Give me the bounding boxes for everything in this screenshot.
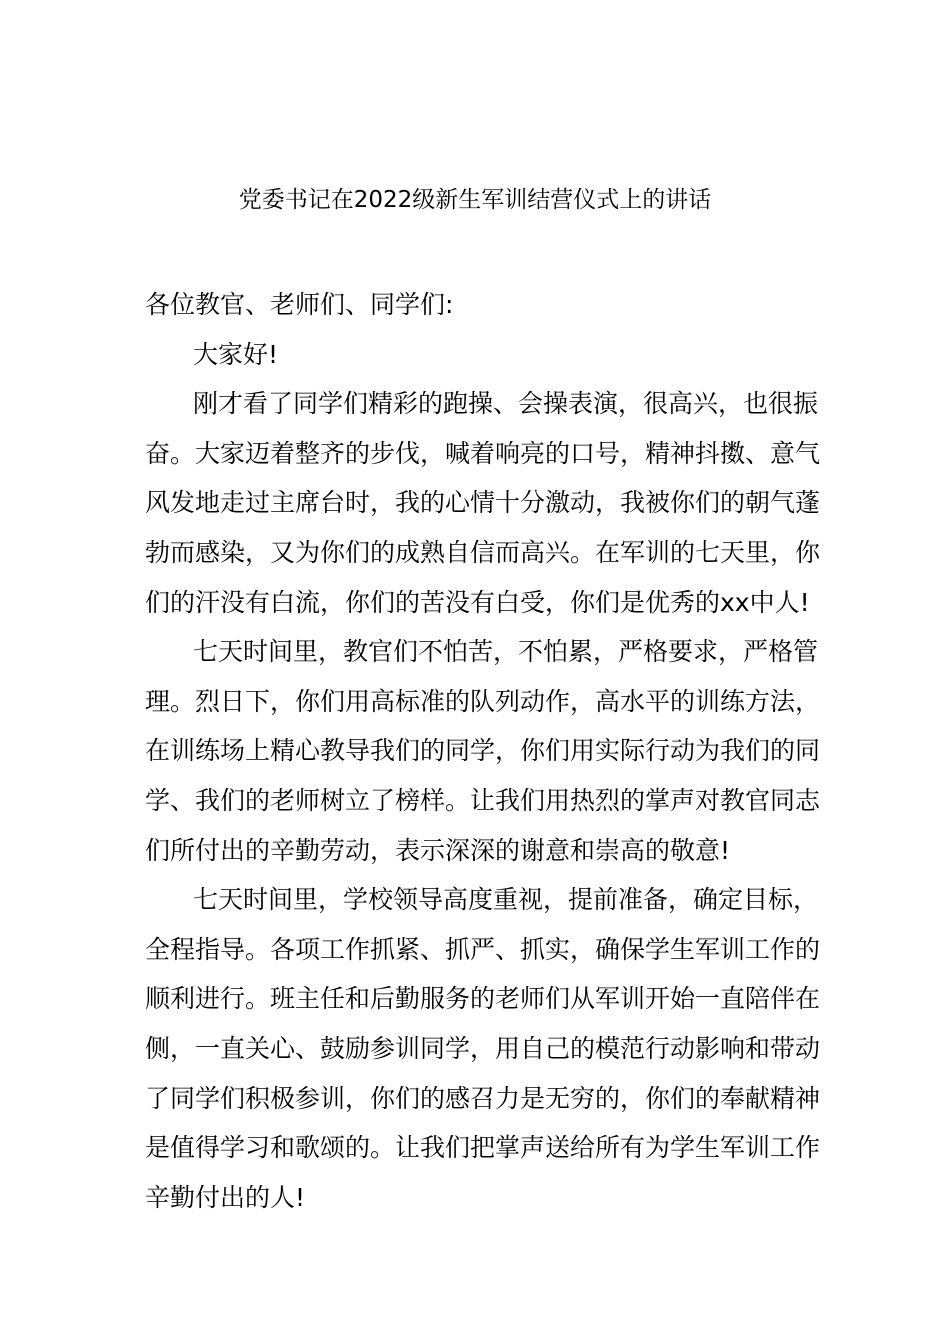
- paragraph-line: 顺利进行。班主任和后勤服务的老师们从军训开始一直陪伴在: [145, 984, 821, 1014]
- paragraph-line: 七天时间里，教官们不怕苦，不怕累，严格要求，严格管: [193, 637, 819, 667]
- paragraph-line: 学、我们的老师树立了榜样。让我们用热烈的掌声对教官同志: [145, 785, 821, 815]
- document-body: [145, 280, 821, 1222]
- paragraph-line: 是值得学习和歌颂的。让我们把掌声送给所有为学生军训工作: [145, 1133, 821, 1163]
- paragraph-line: 奋。大家迈着整齐的步伐，喊着响亮的口号，精神抖擞、意气: [145, 438, 821, 468]
- paragraph-line: 了同学们积极参训，你们的感召力是无穷的，你们的奉献精神: [145, 1083, 821, 1113]
- greeting: 大家好!: [193, 339, 279, 369]
- paragraph-line: 侧，一直关心、鼓励参训同学，用自己的模范行动影响和带动: [145, 1033, 821, 1063]
- paragraph-line: 风发地走过主席台时，我的心情十分激动，我被你们的朝气蓬: [145, 488, 821, 518]
- paragraph-line: 七天时间里，学校领导高度重视，提前准备，确定目标，: [193, 885, 819, 915]
- paragraph-line: 辛勤付出的人!: [145, 1182, 306, 1212]
- paragraph-line: 全程指导。各项工作抓紧、抓严、抓实，确保学生军训工作的: [145, 934, 821, 964]
- paragraph-line: 刚才看了同学们精彩的跑操、会操表演，很高兴，也很振: [193, 389, 819, 419]
- paragraph-line: 理。烈日下，你们用高标准的队列动作，高水平的训练方法，: [145, 686, 821, 716]
- paragraph-line: 勃而感染，又为你们的成熟自信而高兴。在军训的七天里，你: [145, 537, 821, 567]
- paragraph-line: 在训练场上精心教导我们的同学，你们用实际行动为我们的同: [145, 736, 821, 766]
- document-title: 党委书记在2022级新生军训结营仪式上的讲话: [238, 187, 712, 213]
- paragraph-line: 们所付出的辛勤劳动，表示深深的谢意和崇高的敬意!: [145, 835, 731, 865]
- paragraph-line: 们的汗没有白流，你们的苦没有白受，你们是优秀的xx中人!: [145, 587, 810, 617]
- salutation: 各位教官、老师们、同学们:: [145, 290, 454, 319]
